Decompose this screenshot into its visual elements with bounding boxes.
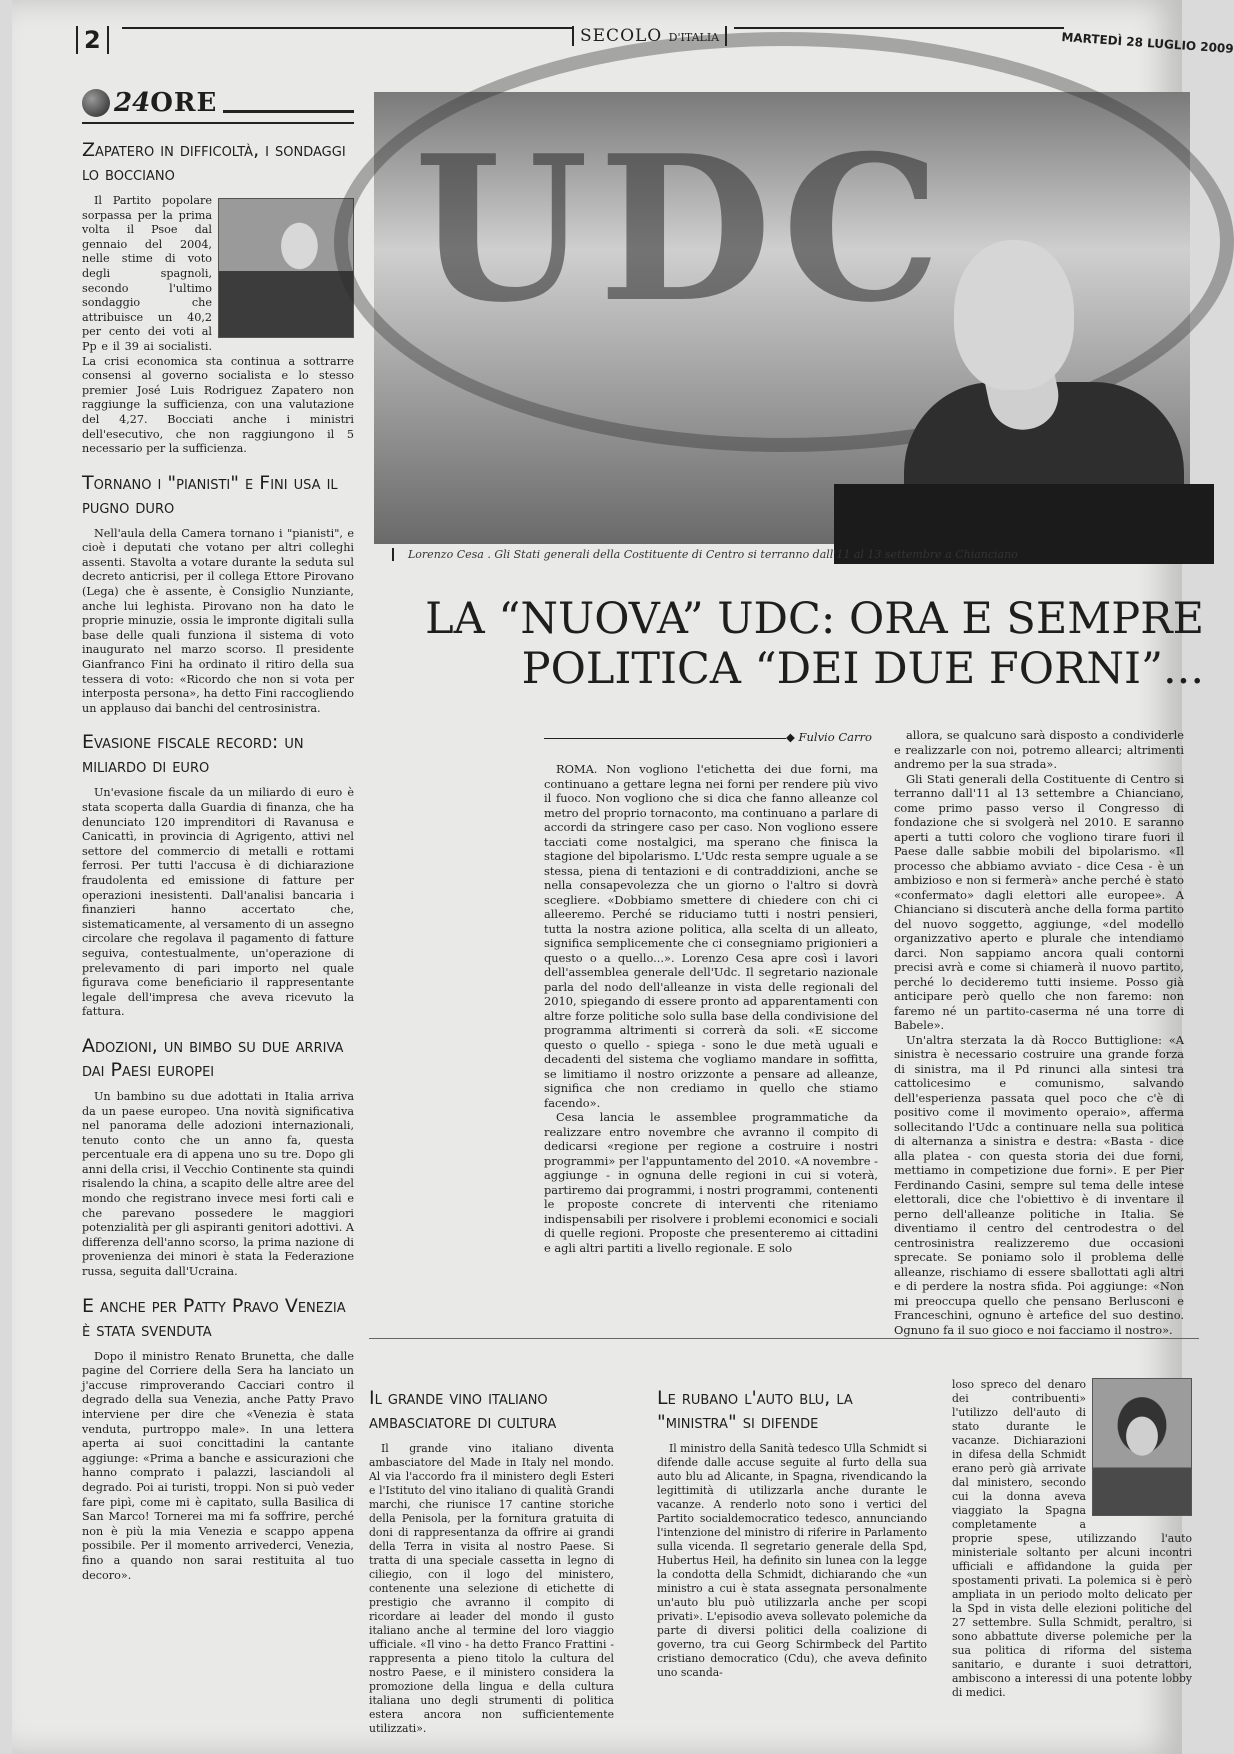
article-paragraph: Un'altra sterzata la dà Rocco Buttiglione: «A sinistra è necessario costruire una grande forza di sinistra, ma il Pd rinunci alla sintesi tra cattolicesimo e comunismo, salvando dell'esperienza passata quel poco che c'è di positivo come il movimento operaio», afferma sollecitando l'Udc a continuare nella sua politica di alternanza a sinistra e destra: «Basta - dice alla platea - con questa storia dei due forni, mettiamo in competizione due forni». E per Pier Ferdinando Casini, sempre sul tema delle intese elettorali, dice che l'obiettivo è di inventare il perno dell'alleanze politiche in Italia. Se diventiamo il centro del centrodestra o del centrosinistra realizzeremo due occasioni sprecate. Se poniamo solo il problema delle alleanze, rischiamo di essere sballottati agli altri e di perdere la nostra sfida. Poi aggiunge: «Non mi preoccupa quello che pensano Berlusconi e Franceschini, ognuno è artefice del suo destino. Ognuno fa il suo gioco e noi facciamo il nostro». <box>894 1032 1184 1337</box>
speaker-head <box>954 240 1074 390</box>
main-headline <box>414 594 1204 694</box>
brand-word: ORE <box>150 88 218 118</box>
brief-body: Nell'aula della Camera tornano i "pianisti", e cioè i deputati che votano per altri colleghi assenti. Stavolta a votare durante la seduta sul decreto anticrisi, per il collega Ettore Pirovano (Lega) che è assente, è Consiglio Nunziante, anche lui leghista. Pirovano non ha dato le proprie minuzie, ossia le impronte digitali sulla base delle quali funziona il sistema di voto inaugurato nel marzo scorso. Il presidente Gianfranco Fini ha ordinato il ritiro della sua tessera di voto: «Ricordo che non si vota per interposta persona», ha detto Fini raccogliendo un applauso dai banchi del centrosinistra. <box>82 526 354 715</box>
wine-body: Il grande vino italiano diventa ambasciatore del Made in Italy nel mondo. Al via l'accordo fra il ministero degli Esteri e l'Istituto del vino italiano di qualità Grandi marchi, che riunisce 17 cantine storiche della Penisola, per la fornitura gratuita di doni di rappresentanza da offrire ai grandi della Terra in visita al nostro Paese. Si tratta di una speciale cassetta in legno di ciliegio, con il logo del ministero, contenente una selezione di etichette di prestigio che avranno il compito di ricordare ai leader del mondo il gusto italiano anche al termine del loro viaggio ufficiale. «Il vino - ha detto Franco Frattini - rappresenta a pieno titolo la cultura del nostro Paese, e il ministero considera la promozione della lingua e della cultura italiana uno degli strumenti di politica estera ancora non sufficientemente utilizzati». <box>369 1442 614 1735</box>
article-paragraph: Cesa lancia le assemblee programmatiche da realizzare entro novembre che avranno il compito di dedicarsi «regione per regione a costruire i nostri programmi» per l'appuntamento del 2010. «A novembre - aggiunge - in ognuna delle regioni in cui si voterà, partiremo dai programmi, i nostri programmi, contenenti le proposte concrete di interventi che riteniamo indispensabili per risolvere i problemi economici e sociali di quelle regioni. Proposte che presenteremo ai cittadini e agli altri partiti a livello regionale. E solo <box>544 1110 878 1255</box>
brief-body: Dopo il ministro Renato Brunetta, che dalle pagine del Corriere della Sera ha lanciato un j'accuse rimproverando Cacciari contro il degrado della sua Venezia, anche Patty Pravo interviene per dire che «Venezia è stata venduta, purtroppo male». In una lettera aperta ai suoi concittadini la cantante aggiunge: «Prima a banche e assicurazioni che hanno comprato i palazzi, lasciandoli al degrado. Poi ai turisti, troppi. Non si può veder fare pipì, come mi è capitato, sulla Basilica di San Marco! Tornerei ma mi fa soffrire, perché non è più la mia Venezia e scappo appena possibile. Per il momento arrivederci, Venezia, fino a quando non sarai restituita al tuo decoro». <box>82 1349 354 1582</box>
globe-icon <box>82 89 110 117</box>
masthead-suffix: D'ITALIA <box>668 31 720 44</box>
headline-line-1: LA “NUOVA” UDC: ORA E SEMPRE <box>425 594 1204 644</box>
byline-rule <box>544 738 786 739</box>
masthead-title: SECOLO <box>580 26 663 46</box>
brief-body: Un'evasione fiscale da un miliardo di euro è stata scoperta dalla Guardia di finanza, che ha denunciato 120 imprenditori di Ravanusa e Canicattì, in provincia di Agrigento, attivi nel settore del commercio di metalli e rottami ferrosi. Per tutti l'accusa è di dichiarazione fraudolenta ed emissione di fatture per operazioni inesistenti. Dall'analisi bancaria i finanzieri hanno accertato che, sistematicamente, al versamento di un assegno circolare che regolava il pagamento di fatture seguiva, contestualmente, un'operazione di prelevamento di pari importo nel quale figurava come beneficiario il rappresentante legale dell'impresa che aveva ricevuto la fattura. <box>82 786 354 1019</box>
udc-backdrop-text: UDC <box>414 112 952 347</box>
zapatero-photo <box>218 198 354 338</box>
byline: ◆ Fulvio Carro <box>786 730 872 744</box>
car-article <box>657 1372 927 1680</box>
article-paragraph: allora, se qualcuno sarà disposto a condividerle e realizzarle con noi, potremo allearci; altrimenti andremo per la sua strada». <box>894 728 1184 771</box>
bottom-section-rule <box>369 1338 1199 1339</box>
issue-date: MARTEDÌ 28 LUGLIO 2009 <box>1061 30 1234 56</box>
article-column-2 <box>894 728 1184 1337</box>
brief-pianisti <box>82 471 354 717</box>
brief-body <box>82 194 354 457</box>
brief-body: Un bambino su due adottati in Italia arriva da un paese europeo. Una novità significativa nel panorama delle adozioni internazionali, tenuto conto che un anno fa, questa percentuale era di appena uno su tre. Dopo gli anni della crisi, il Vecchio Continente sta quindi risalendo la china, a scapito delle altre aree del mondo che registrano invece mesi forti cali e che parevano possedere le maggiori potenzialità per gli aspiranti genitori adottivi. A differenza dell'anno scorso, la prima nazione di provenienza dei minori è stata la Federazione russa, seguita dall'Ucraina. <box>82 1089 354 1279</box>
brand-number: 24 <box>114 88 151 118</box>
newspaper-page <box>12 0 1234 1754</box>
photo-caption: Lorenzo Cesa . Gli Stati generali della Costituente di Centro si terranno dall'11 al 13 settembre a Chianciano <box>392 548 1018 561</box>
udc-event-photo <box>374 92 1190 544</box>
brief-zapatero <box>82 138 354 457</box>
wine-article <box>369 1372 614 1736</box>
continuation-text: loso spreco del denaro dei contribuenti» l'utilizzo dell'auto di stato durante le vacanze. Dichiarazioni in difesa della Schmidt erano però già arrivate dal ministero, secondo cui la donna aveva viaggiato la Spagna completamente a proprie spese, utilizzando l'auto ministeriale soltanto per alcuni incontri ufficiali e affidandone la guida per spostamenti privati. La polemica si è però ampliata in un periodo molto delicato per la Spd in vista delle elezioni politiche del 27 settembre. Sulla Schmidt, peraltro, si sono abbattute diverse polemiche per la sua politica di riforma del sistema sanitario, e durante i suoi detrattori, ambiscono a interessi di una potente lobby di medici. <box>952 1378 1192 1699</box>
brand-rule <box>223 110 354 113</box>
brief-title: Evasione fiscale record: un miliardo di euro <box>82 731 304 778</box>
page-number: 2 <box>76 26 109 54</box>
brief-title: Adozioni, un bimbo su due arriva dai Paesi europei <box>82 1034 344 1081</box>
section-brand <box>82 88 354 124</box>
article-paragraph <box>544 762 878 1110</box>
paragraph-text: Non vogliono l'etichetta dei due forni, ma continuano a gettare legna nei forni per rendere più vivo il fuoco. Non vogliono che si dica che fanno alleanze col metro del proprio tornaconto, ma continuano a parlare di accordi da stringere caso per caso. Non vogliono essere tacciati come nostalgici, ma sperano che finisca la stagione del bipolarismo. L'Udc resta sempre uguale a se stessa, piena di tentazioni e di contraddizioni, anche se nella consapevolezza che un giorno o l'altro si dovrà scegliere. «Dobbiamo smettere di chiedere con chi ci alleeremo. Perché se riduciamo tutti i nostri pensieri, tutta la nostra azione politica, alla scelta di un alleato, significa semplicemente che ci consegniamo prigionieri a questo o a quello...». Lorenzo Cesa apre così i lavori dell'assemblea generale dell'Udc. Il segretario nazionale parla del nodo dell'alleanze in vista delle regionali del 2010, spiegando di essere pronto ad apparentamenti con altre forze politiche solo sulla base della condivisione del programma altrimenti si correrà da soli. «E siccome questo o quello - spiega - sono le due metà uguali e decadenti del sistema che vogliamo mandare in soffitta, se limitiamo il nostro orizzonte a pensare ad alleanze, significa che non crediamo in quello che stiamo facendo». <box>544 762 879 1110</box>
brief-patty-pravo <box>82 1294 354 1584</box>
brief-title: E anche per Patty Pravo Venezia è stata svenduta <box>82 1294 346 1341</box>
header-rule-right <box>734 27 1064 29</box>
brief-evasione <box>82 730 354 1020</box>
dateline: ROMA. <box>556 762 598 776</box>
brief-adozioni <box>82 1034 354 1280</box>
brief-text: Il Partito popolare sorpassa per la prima volta il Psoe dal gennaio del 2004, nelle stime di voto degli spagnoli, secondo l'ultimo sondaggio che attribuisce un 40,2 per cento dei voti al Pp e il 39 ai socialisti. La crisi economica sta continua a sottrarre consensi al governo socialista e lo stesso premier José Luis Rodriguez Zapatero non raggiunge la sufficienza, con una valutazione del 4,27. Bocciati anche i ministri dell'esecutivo, che non raggiungono il 5 necessario per la sufficienza. <box>82 194 354 456</box>
car-body: Il ministro della Sanità tedesco Ulla Schmidt si difende dalle accuse seguite al furto della sua auto blu ad Alicante, in Spagna, rivendicando la legittimità di utilizzarla anche durante le vacanze. A renderlo noto sono i vertici del Partito socialdemocratico tedesco, annunciando l'intenzione del ministro di riferire in Parlamento sulla vicenda. Il segretario generale della Spd, Hubertus Heil, ha definito sin lunea con la legge la condotta della Schmidt, dichiarando che «un ministro a cui è stata assegnata personalmente un'auto blu può utilizzarla anche per scopi privati». L'episodio aveva sollevato polemiche da parte di diversi politici della coalizione di governo, tra cui Georg Schirmbeck del Partito cristiano democratico (Cdu), che aveva definito uno scanda- <box>657 1442 927 1679</box>
wine-title: Il grande vino italiano ambasciatore di cultura <box>369 1387 557 1433</box>
ulla-schmidt-photo <box>1092 1378 1192 1516</box>
brief-title: Zapatero in difficoltà, i sondaggi lo bocciano <box>82 139 346 185</box>
car-title: Le rubano l'auto blu, la "ministra" si difende <box>657 1387 853 1433</box>
headline-line-2: POLITICA “DEI DUE FORNI”... <box>521 644 1204 694</box>
brief-title: Tornano i "pianisti" e Fini usa il pugno duro <box>82 471 338 518</box>
car-article-continuation <box>952 1370 1192 1700</box>
article-column-1 <box>544 762 878 1255</box>
briefs-column <box>82 88 354 1583</box>
car-body-continued <box>952 1378 1192 1700</box>
header-rule-left <box>122 27 572 29</box>
article-paragraph: Gli Stati generali della Costituente di Centro si terranno dall'11 al 13 settembre a Chianciano, come primo passo verso il Congresso di fondazione che si svolgerà nel 2010. E saranno aperti a tutti coloro che vogliono tirare fuori il Paese dalle sabbie mobili del bipolarismo. «Il processo che abbiamo avviato - dice Cesa - è un ambizioso e non si fermerà» anche perché è stato «confermato» dagli elettori alle europee». A Chianciano si discuterà anche della forma partito del nuovo soggetto, aggiunge, «del modello organizzativo aperto e plurale che intendiamo darci. Non sappiamo ancora quali contorni precisi avrà e come si chiamerà il nuovo partito, perché lo decideremo tutti insieme. Posso già anticipare però quello che non faremo: non faremo né un partito-caserma né una torre di Babele». <box>894 771 1184 1032</box>
